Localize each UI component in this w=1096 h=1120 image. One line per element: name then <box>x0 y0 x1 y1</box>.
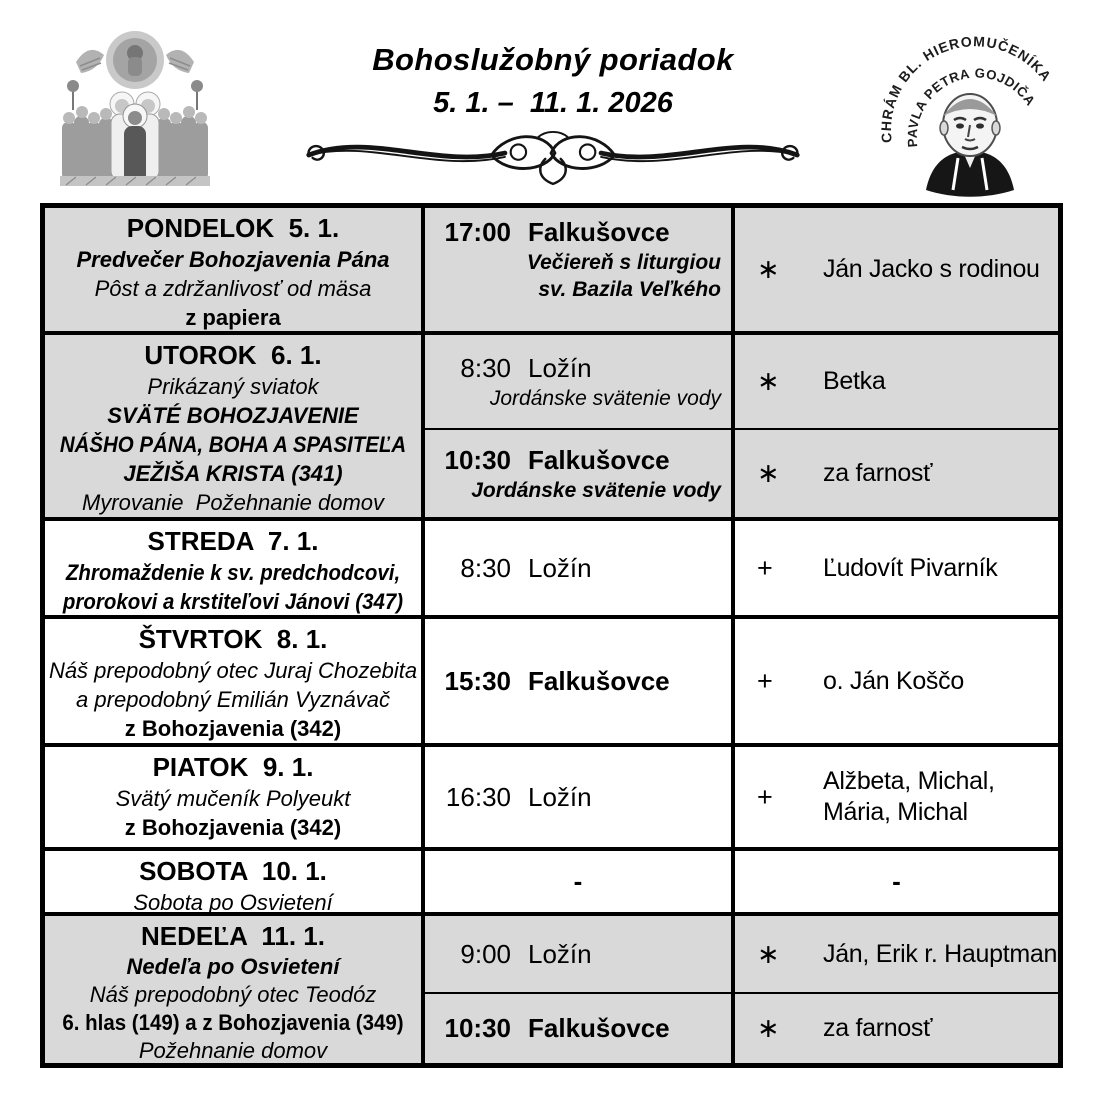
feast-line: Sobota po Osvietení <box>133 890 333 915</box>
deceased-cross: + <box>757 552 773 583</box>
intention <box>735 766 995 828</box>
service-note: Jordánske svätenie vody <box>471 478 721 502</box>
intention-cell <box>735 992 1058 1063</box>
stamp-arc-text-outer: CHRÁM BL. HIEROMUČENÍKA <box>877 33 1055 144</box>
intention-cell <box>735 208 1058 331</box>
feast-line: Náš prepodobný otec Teodóz <box>89 982 377 1007</box>
intention <box>735 1013 932 1044</box>
day-title: PIATOK 9. 1. <box>152 752 314 782</box>
pavol-peter-gojdic-portrait <box>926 94 1014 197</box>
service-main <box>425 665 731 698</box>
stamp-arc-text-inner: PAVLA PETRA GOJDIČA <box>904 65 1039 148</box>
day-title: STREDA 7. 1. <box>147 526 319 556</box>
service-time: 16:30 <box>445 781 511 812</box>
service-cell <box>425 521 735 615</box>
service-place: Falkušovce <box>528 217 670 247</box>
service-cell <box>425 916 735 992</box>
feast-line: Pôst a zdržanlivosť od mäsa <box>94 276 372 301</box>
row-piatok <box>45 747 1058 851</box>
feast-line: Zhromaždenie k sv. predchodcovi, <box>65 560 401 585</box>
service-place: Ložín <box>528 781 592 812</box>
day-cell <box>45 335 425 517</box>
feast-line: 6. hlas (149) a z Bohozjavenia (349) <box>62 1010 404 1035</box>
day-title: PONDELOK 5. 1. <box>126 213 340 243</box>
service-place: Falkušovce <box>528 444 670 475</box>
intention-cell <box>735 335 1058 428</box>
intention-names: Ján Jacko s rodinou <box>823 255 1040 283</box>
offering-asterisk: ∗ <box>757 458 780 488</box>
intention-cell <box>735 747 1058 847</box>
feast-line: SVÄTÉ BOHOZJAVENIE <box>107 403 359 428</box>
feast-line: prorokovi a krstiteľovi Jánovi (347) <box>62 589 404 614</box>
theophany-ascension-icon-art <box>56 26 214 188</box>
intention-cell <box>735 851 1058 912</box>
row-sobota <box>45 851 1058 916</box>
service-cell <box>425 208 735 331</box>
service-note: sv. Bazila Veľkého <box>538 278 721 301</box>
service-time: 15:30 <box>444 665 511 696</box>
day-title: SOBOTA 10. 1. <box>139 856 327 886</box>
feast-line: NÁŠHO PÁNA, BOHA A SPASITEĽA <box>59 432 407 457</box>
intention-names: Ján, Erik r. Hauptman <box>823 939 1058 968</box>
service-main <box>425 781 731 814</box>
feast-line: z Bohozjavenia (342) <box>124 815 342 840</box>
row-streda <box>45 521 1058 619</box>
row-utorok <box>45 335 1058 521</box>
intention-cell <box>735 521 1058 615</box>
flourish-divider-icon <box>298 124 808 191</box>
service-main <box>425 352 731 385</box>
service-place: Ložín <box>528 352 592 383</box>
intention-line: Alžbeta, Michal, <box>823 767 995 795</box>
day-cell <box>45 851 425 915</box>
intention <box>735 366 885 397</box>
service-time: 17:00 <box>444 217 511 247</box>
intention-line: Mária, Michal <box>823 798 968 826</box>
no-intention-dash: - <box>892 866 901 896</box>
schedule-table <box>40 203 1063 1068</box>
day-title: ŠTVRTOK 8. 1. <box>138 624 328 654</box>
intention <box>735 939 1057 970</box>
service-cell <box>425 747 735 847</box>
title-block <box>298 42 808 191</box>
service-time: 9:00 <box>460 938 511 969</box>
intention-cell <box>735 916 1058 992</box>
day-cell <box>45 619 425 743</box>
row-nedela <box>45 916 1058 1063</box>
row-stvrtok <box>45 619 1058 747</box>
service-note: Jordánske svätenie vody <box>489 386 721 410</box>
intention-names: Betka <box>823 367 886 395</box>
service-main <box>425 1012 731 1045</box>
day-cell <box>45 521 425 615</box>
no-service-dash: - <box>573 866 583 896</box>
date-range: 5. 1. – 11. 1. 2026 <box>433 87 673 119</box>
service-place: Falkušovce <box>528 665 670 696</box>
intention-names: za farnosť <box>823 459 933 487</box>
feast-line: Prikázaný sviatok <box>147 374 319 399</box>
service-cell <box>425 619 735 743</box>
theophany-ascension-icon <box>56 26 214 188</box>
intention-names: o. Ján Koščo <box>823 666 964 695</box>
service-place: Ložín <box>528 552 592 583</box>
feast-line: Predvečer Bohozjavenia Pána <box>76 247 390 272</box>
service-main <box>425 552 731 585</box>
feast-line: z Bohozjavenia (342) <box>124 716 342 741</box>
offering-asterisk: ∗ <box>757 366 780 396</box>
intention <box>735 553 997 584</box>
service-cell <box>425 992 735 1063</box>
feast-line: JEŽIŠA KRISTA (341) <box>123 461 343 486</box>
page-title: Bohoslužobný poriadok <box>372 42 734 77</box>
feast-line: Požehnanie domov <box>138 1038 328 1063</box>
day-title: NEDEĽA 11. 1. <box>141 921 325 951</box>
service-cell <box>425 428 735 517</box>
service-time: 8:30 <box>460 352 511 383</box>
service-time: 10:30 <box>444 444 511 475</box>
intention <box>735 458 932 489</box>
service-place: Ložín <box>528 938 592 969</box>
service-main <box>425 216 731 249</box>
feast-line: z papiera <box>185 305 281 330</box>
intention <box>735 254 1040 285</box>
service-time: 10:30 <box>444 1013 511 1043</box>
day-cell <box>45 747 425 847</box>
row-pondelok <box>45 208 1058 335</box>
feast-line: Nedeľa po Osvietení <box>126 954 340 979</box>
intention <box>735 666 964 697</box>
feast-line: a prepodobný Emilián Vyznávač <box>76 687 390 712</box>
intention-names <box>823 766 995 828</box>
service-note: Večiereň s liturgiou <box>526 251 721 274</box>
deceased-cross: + <box>757 781 773 812</box>
parish-stamp <box>868 8 1072 200</box>
day-title: UTOROK 6. 1. <box>144 340 322 370</box>
service-time: 8:30 <box>460 552 511 583</box>
intention-cell <box>735 619 1058 743</box>
service-main <box>425 938 731 971</box>
day-cell <box>45 916 425 1063</box>
intention-cell <box>735 428 1058 517</box>
intention-names: za farnosť <box>823 1014 933 1042</box>
service-cell <box>425 335 735 428</box>
deceased-cross: + <box>757 665 773 696</box>
offering-asterisk: ∗ <box>757 1013 780 1043</box>
feast-line: Náš prepodobný otec Juraj Chozebita <box>48 658 418 683</box>
offering-asterisk: ∗ <box>757 938 780 969</box>
intention-names: Ľudovít Pivarník <box>823 553 998 582</box>
feast-line: Svätý mučeník Polyeukt <box>115 786 351 811</box>
service-cell <box>425 851 735 912</box>
service-main <box>425 444 731 477</box>
offering-asterisk: ∗ <box>757 254 780 284</box>
service-place: Falkušovce <box>528 1013 670 1043</box>
day-cell <box>45 208 425 331</box>
feast-line: Myrovanie Požehnanie domov <box>81 490 385 515</box>
